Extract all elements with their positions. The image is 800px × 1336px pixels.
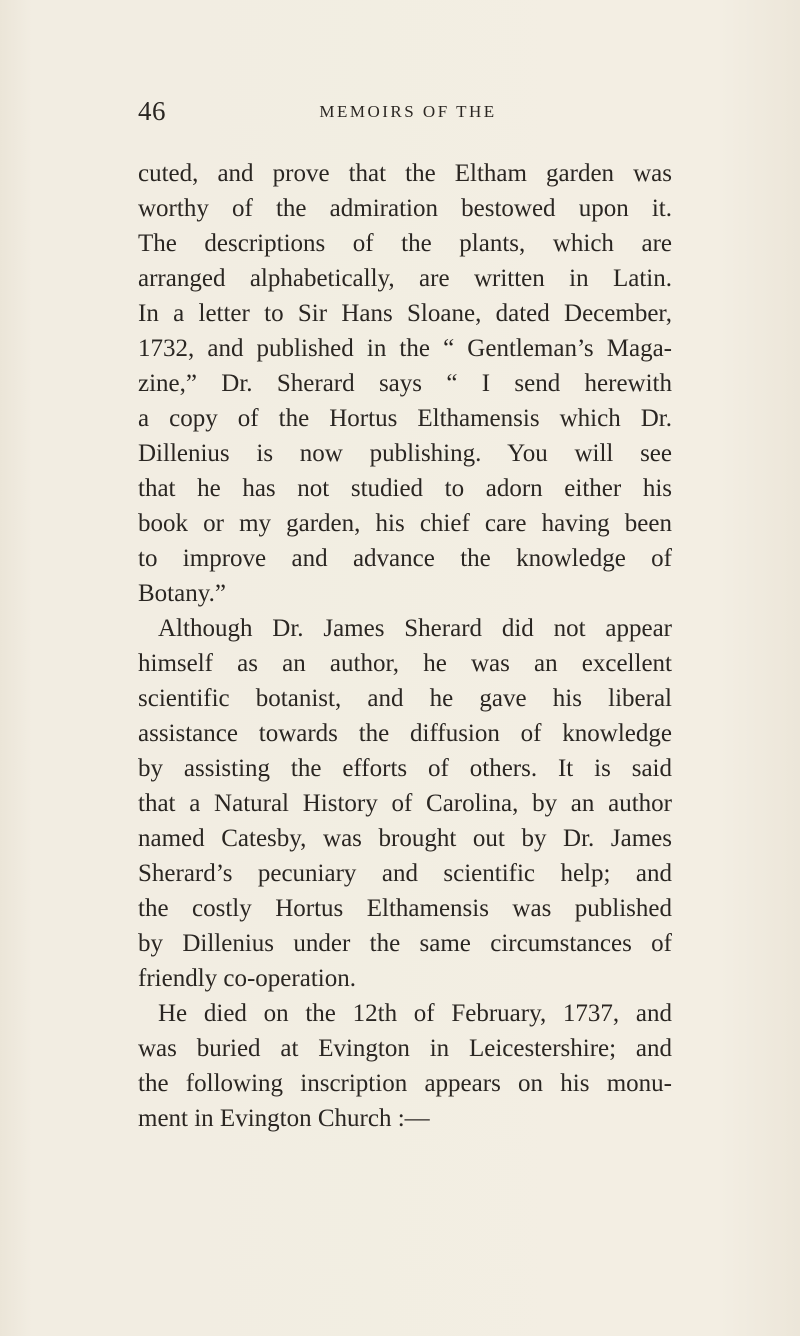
text-line: Sherard’s pecuniary and scientific help; and — [138, 860, 672, 887]
text-line: assistance towards the diffusion of knowledge — [138, 720, 672, 747]
paragraph — [138, 156, 672, 611]
text-line: himself as an author, he was an excellent — [138, 650, 672, 677]
paragraph — [138, 996, 672, 1136]
page-number: 46 — [138, 96, 166, 126]
text-line: a copy of the Hortus Elthamensis which Dr. — [138, 405, 672, 432]
text-line: scientific botanist, and he gave his liberal — [138, 685, 672, 712]
text-line: to improve and advance the knowledge of — [138, 545, 672, 572]
text-line: The descriptions of the plants, which are — [138, 230, 672, 257]
text-line: the following inscription appears on his monu- — [138, 1070, 672, 1097]
body-text — [138, 156, 672, 1136]
text-line: was buried at Evington in Leicestershire; and — [138, 1035, 672, 1062]
text-line: arranged alphabetically, are written in Latin. — [138, 265, 672, 292]
text-line: He died on the 12th of February, 1737, and — [158, 1000, 672, 1027]
text-line: 1732, and published in the “ Gentleman’s Maga- — [138, 335, 672, 362]
text-line: Dillenius is now publishing. You will see — [138, 440, 672, 467]
text-line: zine,” Dr. Sherard says “ I send herewith — [138, 370, 672, 397]
text-line: named Catesby, was brought out by Dr. James — [138, 825, 672, 852]
text-line: that a Natural History of Carolina, by an author — [138, 790, 672, 817]
text-line: In a letter to Sir Hans Sloane, dated December, — [138, 300, 672, 327]
text-line: ment in Evington Church :— — [138, 1105, 430, 1132]
text-line: worthy of the admiration bestowed upon it. — [138, 195, 672, 222]
text-line: by assisting the efforts of others. It is said — [138, 755, 672, 782]
running-head — [138, 96, 678, 132]
text-line: friendly co-operation. — [138, 965, 356, 992]
text-line: the costly Hortus Elthamensis was published — [138, 895, 672, 922]
running-title: MEMOIRS OF THE — [319, 102, 497, 121]
text-line: by Dillenius under the same circumstances of — [138, 930, 672, 957]
text-line: Botany.” — [138, 580, 226, 607]
text-line: book or my garden, his chief care having been — [138, 510, 672, 537]
text-line: Although Dr. James Sherard did not appear — [158, 615, 672, 642]
paragraph — [138, 611, 672, 996]
text-line: that he has not studied to adorn either his — [138, 475, 672, 502]
text-line: cuted, and prove that the Eltham garden was — [138, 160, 672, 187]
